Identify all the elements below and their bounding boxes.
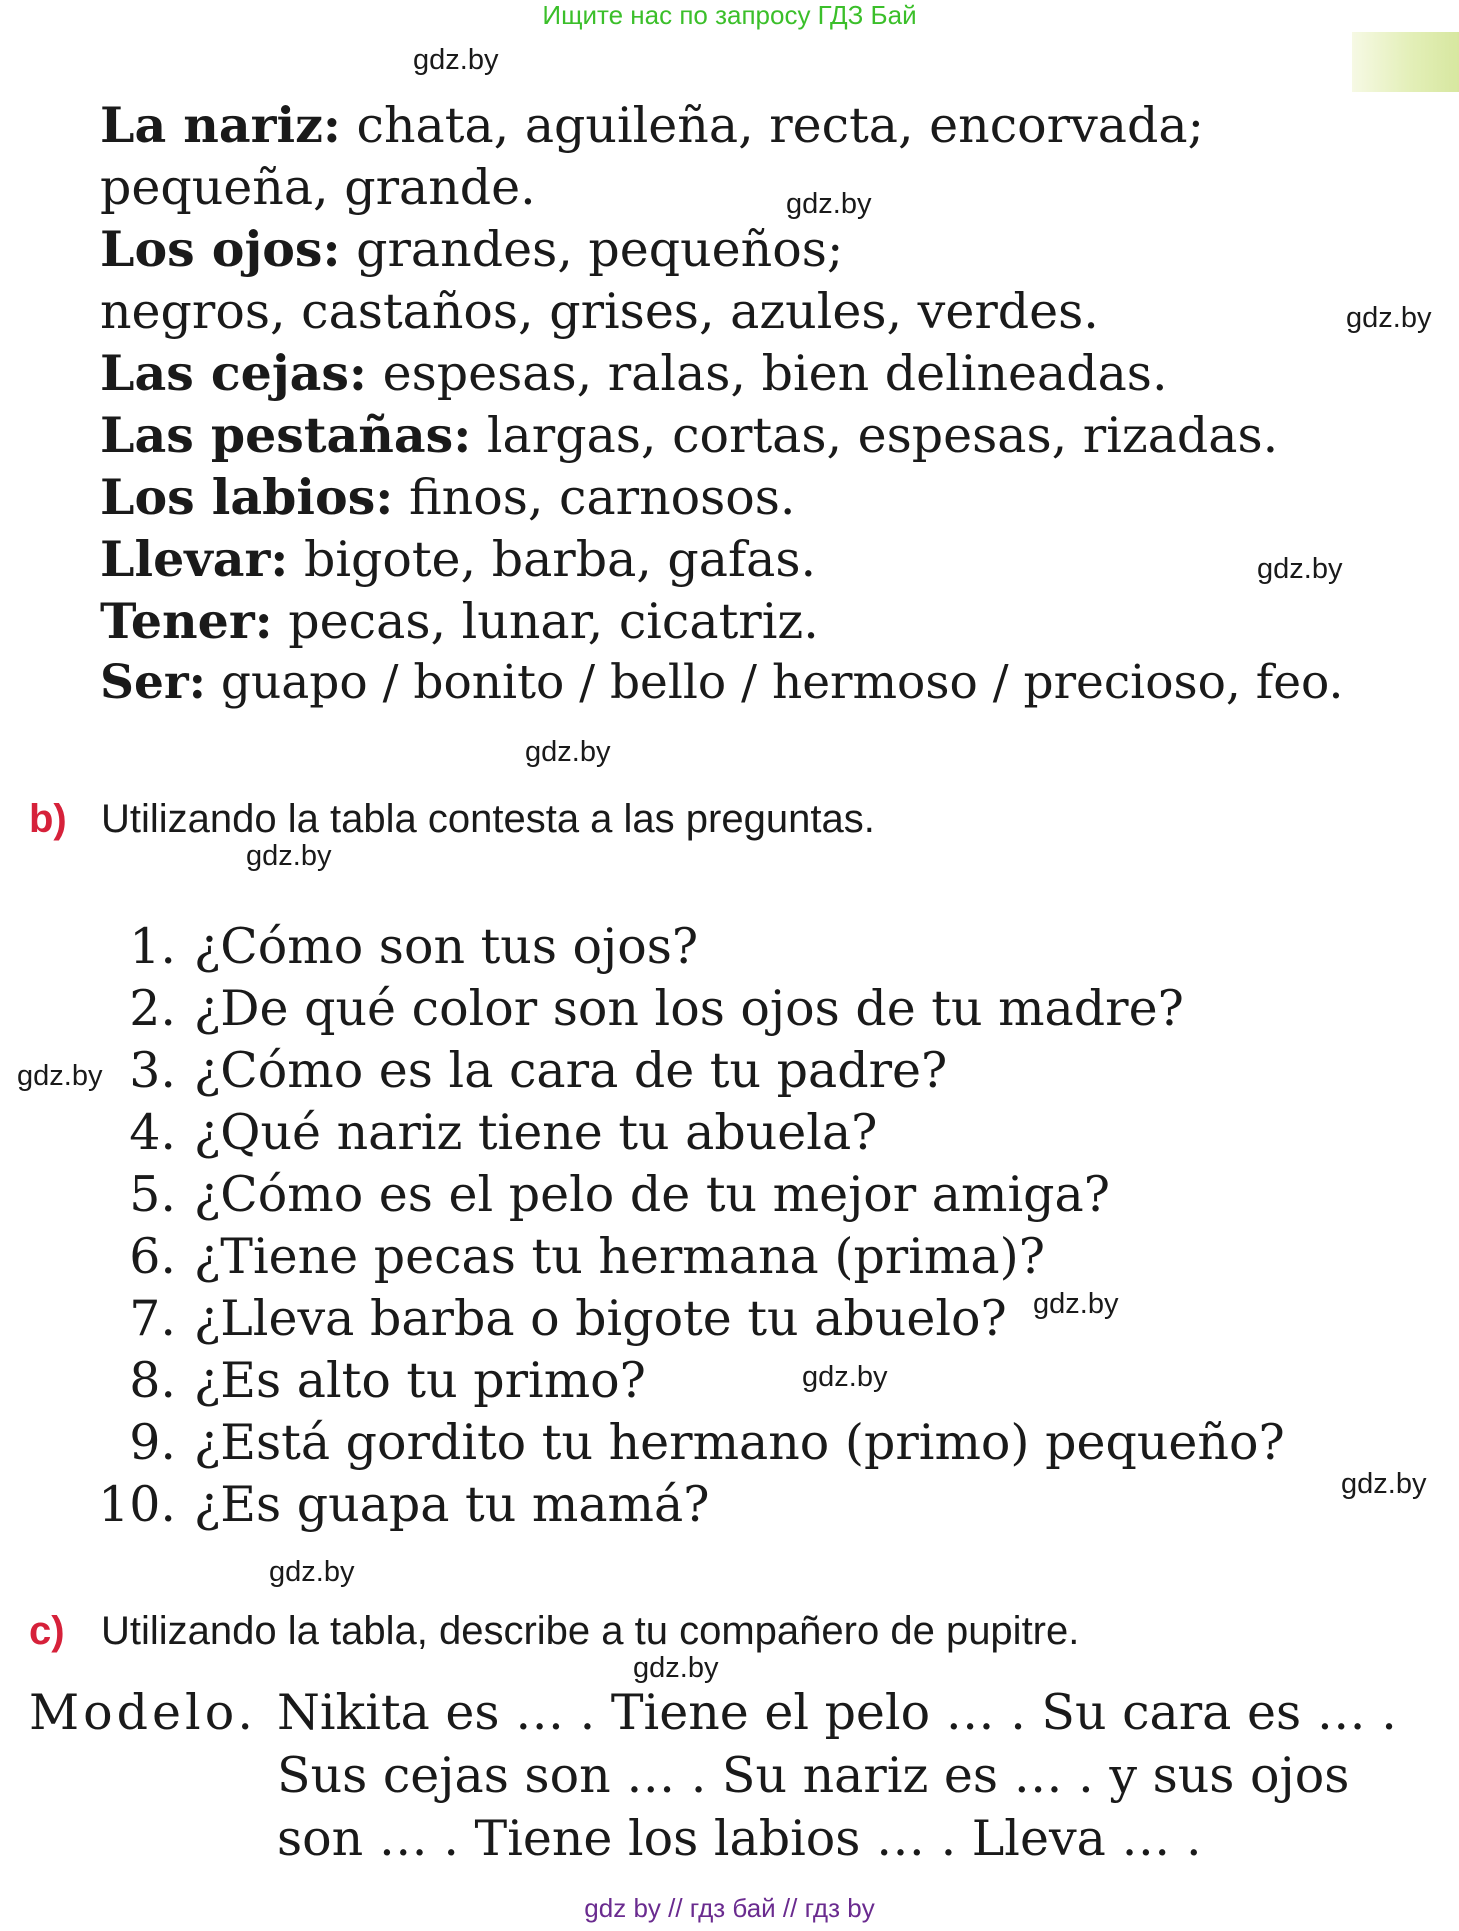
watermark: gdz.by bbox=[246, 840, 332, 872]
section-c-instruction: Utilizando la tabla, describe a tu compañero de pupitre. bbox=[101, 1609, 1080, 1653]
vocab-line: Las cejas: espesas, ralas, bien delineadas. bbox=[100, 344, 1168, 402]
model-line: Sus cejas son … . Su nariz es … . y sus ojos bbox=[277, 1747, 1350, 1804]
model-label: Modelo. bbox=[29, 1684, 257, 1741]
watermark: gdz.by bbox=[525, 736, 611, 768]
question-text: ¿Cómo son tus ojos? bbox=[194, 918, 699, 975]
question-number: 5. bbox=[129, 1166, 176, 1223]
question-text: ¿Cómo es la cara de tu padre? bbox=[194, 1042, 948, 1099]
question-number: 3. bbox=[129, 1042, 176, 1099]
question-number: 10. bbox=[98, 1476, 176, 1533]
vocab-line: Los ojos: grandes, pequeños; bbox=[100, 220, 844, 278]
question-text: ¿Está gordito tu hermano (primo) pequeño? bbox=[194, 1414, 1285, 1471]
question-number: 4. bbox=[129, 1104, 176, 1161]
vocab-line: Llevar: bigote, barba, gafas. bbox=[100, 530, 817, 588]
watermark: gdz.by bbox=[269, 1556, 355, 1588]
watermark: gdz.by bbox=[786, 188, 872, 220]
section-b-label: b) bbox=[29, 797, 67, 841]
section-b-instruction: Utilizando la tabla contesta a las preguntas. bbox=[101, 797, 875, 841]
watermark: gdz.by bbox=[1257, 553, 1343, 585]
question-number: 8. bbox=[129, 1352, 176, 1409]
vocab-line: La nariz: chata, aguileña, recta, encorvada; bbox=[100, 96, 1205, 154]
watermark: gdz.by bbox=[17, 1060, 103, 1092]
vocab-line: negros, castaños, grises, azules, verdes. bbox=[100, 283, 1099, 340]
vocab-line: Ser: guapo / bonito / bello / hermoso / precioso, feo. bbox=[100, 655, 1344, 710]
vocab-line: pequeña, grande. bbox=[100, 159, 536, 216]
watermark: gdz.by bbox=[1033, 1288, 1119, 1320]
vocab-line: Las pestañas: largas, cortas, espesas, rizadas. bbox=[100, 406, 1279, 464]
footer-links: gdz by // гдз бай // гдз by bbox=[584, 1893, 875, 1923]
watermark: gdz.by bbox=[1346, 302, 1432, 334]
model-line: son … . Tiene los labios … . Lleva … . bbox=[277, 1810, 1202, 1867]
question-text: ¿Cómo es el pelo de tu mejor amiga? bbox=[194, 1166, 1110, 1223]
watermark: gdz.by bbox=[802, 1361, 888, 1393]
question-text: ¿De qué color son los ojos de tu madre? bbox=[194, 980, 1184, 1037]
watermark: gdz.by bbox=[413, 44, 499, 76]
question-number: 1. bbox=[129, 918, 176, 975]
model-line: Nikita es … . Tiene el pelo … . Su cara es … . bbox=[277, 1684, 1397, 1741]
section-c-label: c) bbox=[29, 1609, 65, 1653]
vocab-line: Tener: pecas, lunar, cicatriz. bbox=[100, 592, 819, 650]
question-text: ¿Es alto tu primo? bbox=[194, 1352, 646, 1409]
watermark: gdz.by bbox=[1341, 1468, 1427, 1500]
question-text: ¿Tiene pecas tu hermana (prima)? bbox=[194, 1228, 1045, 1285]
question-number: 7. bbox=[129, 1290, 176, 1347]
corner-tab-decoration bbox=[1352, 32, 1459, 92]
question-number: 9. bbox=[129, 1414, 176, 1471]
question-text: ¿Qué nariz tiene tu abuela? bbox=[194, 1104, 878, 1161]
vocab-line: Los labios: finos, carnosos. bbox=[100, 468, 796, 526]
question-number: 2. bbox=[129, 980, 176, 1037]
top-banner: Ищите нас по запросу ГДЗ Бай bbox=[542, 0, 917, 30]
question-text: ¿Es guapa tu mamá? bbox=[194, 1476, 710, 1533]
watermark: gdz.by bbox=[633, 1652, 719, 1684]
question-text: ¿Lleva barba o bigote tu abuelo? bbox=[194, 1290, 1007, 1347]
question-number: 6. bbox=[129, 1228, 176, 1285]
